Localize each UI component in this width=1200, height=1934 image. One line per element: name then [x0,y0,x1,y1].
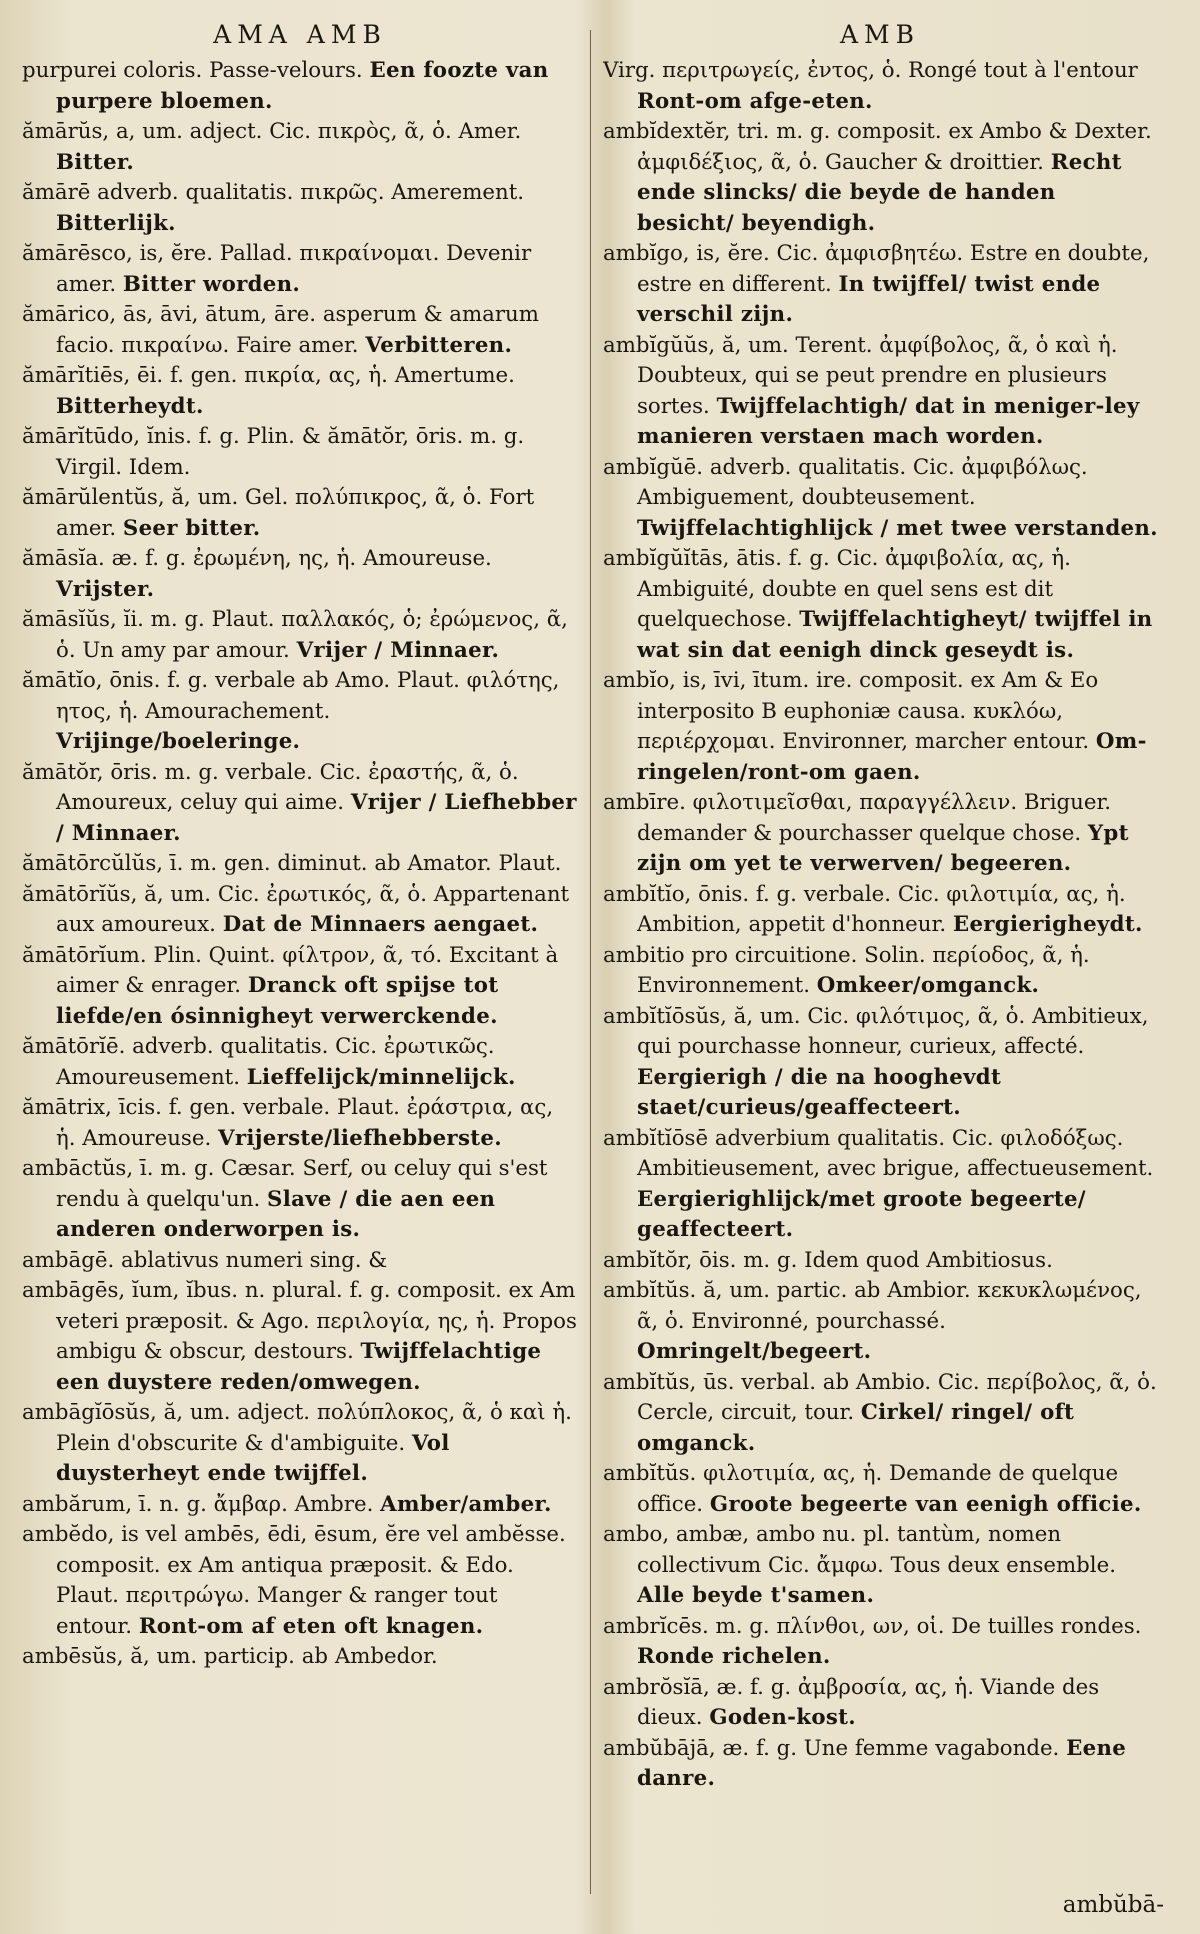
entry-latin-text: ambărum, ī. n. g. ἄμβαρ. Ambre. [22,1491,374,1517]
entry-latin-text: ămātrix, īcis. f. gen. verbale. Plaut. ἐράστρια, ας, ἡ. Amoureuse. [22,1095,554,1151]
entry-latin-text: ămārĭtiēs, ēi. f. gen. πικρία, ας, ἡ. Amertume. [22,363,515,388]
entry-latin-text: ămātōrĭŭs, ă, um. Cic. ἐρωτικός, ᾶ, ὁ. Appartenant aux amoureux. [22,881,570,937]
entry-dutch-translation: Cirkel/ ringel/ oft omganck. [637,1400,1075,1456]
entry-dutch-translation: In twijffel/ twist ende verschil zijn. [637,271,1101,327]
entry-dutch-translation: Vrijster. [56,576,155,602]
entry-dutch-translation: Twijffelachtigheyt/ twijffel in wat sin dat eenigh dinck geseydt is. [637,607,1153,663]
entry-dutch-translation: Ypt zijn om yet te verwerven/ begeeren. [637,820,1129,876]
dictionary-entry [22,117,578,178]
entry-dutch-translation: Vol duysterheyt ende twijffel. [56,1430,450,1486]
entry-latin-text: ambīre. φιλοτιμεῖσθαι, παραγγέλλειν. Briguer. demander & pourchasser quelque chose. [603,790,1112,846]
dictionary-entry [22,1032,578,1093]
dictionary-entry [603,666,1159,788]
dictionary-entry [22,178,578,239]
dictionary-entry [22,56,578,117]
entry-dutch-translation: Slave / die aen een anderen onderworpen is. [56,1186,496,1242]
entry-latin-text: ambĭtĭōsē adverbium qualitatis. Cic. φιλοδόξως. Ambitieusement, avec brigue, affectueusement. [603,1125,1154,1181]
running-header-left: AMA AMB [213,20,387,49]
entry-latin-text: ambāgĭōsŭs, ă, um. adject. πολύπλοκος, ᾶ, ὁ καὶ ἡ. Plein d'obscurite & d'ambiguite. [22,1400,572,1456]
entry-latin-text: ămātōrĭē. adverb. qualitatis. Cic. ἐρωτικῶς. Amoureusement. [22,1034,495,1090]
catchword: ambŭbā- [1062,1892,1164,1918]
dictionary-entry [603,56,1159,117]
entry-dutch-translation: Twijffelachtighlijck / met twee verstanden. [637,515,1158,541]
dictionary-entry [603,117,1159,239]
dictionary-entry [603,1612,1159,1673]
column-divider [590,30,591,1894]
entry-dutch-translation: Goden-kost. [709,1705,856,1730]
dictionary-entry [22,941,578,1033]
entry-dutch-translation: Lieffelijck/minnelijck. [246,1064,516,1090]
entry-dutch-translation: Een foozte van purpere bloemen. [56,58,549,114]
dictionary-entry [603,788,1159,880]
entry-dutch-translation: Vrijer / Liefhebber / Minnaer. [56,790,577,846]
entry-latin-text: ămātōrcŭlŭs, ī. m. gen. diminut. ab Amator. Plaut. [22,851,562,876]
entry-latin-text: ambĭtŭs. ă, um. partic. ab Ambior. κεκυκλωμένος, ᾶ, ὁ. Environné, pourchassé. [603,1278,1142,1334]
entry-latin-text: ambĭgŭĭtās, ātis. f. g. Cic. ἀμφιβολία, ας, ἡ. Ambiguité, doubte en quel sens est dit quelquechose. [603,546,1071,632]
entry-latin-text: ămārē adverb. qualitatis. πικρῶς. Amerement. [22,180,525,205]
entry-latin-text: ambo, ambæ, ambo nu. pl. tantùm, nomen collectivum Cic. ἄμφω. Tous deux ensemble. [603,1522,1116,1578]
dictionary-entry [603,1368,1159,1460]
entry-latin-text: ămārŭlentŭs, ă, um. Gel. πολύπικρος, ᾶ, ὁ. Fort amer. [22,485,535,541]
entry-dutch-translation: Ront-om afge-eten. [637,88,873,114]
entry-dutch-translation: Verbitteren. [365,332,513,358]
entry-latin-text: ambĭgŭē. adverb. qualitatis. Cic. ἀμφιβόλως. Ambiguement, doubteusement. [603,454,1088,510]
dictionary-entry [22,1398,578,1490]
dictionary-entry [603,1673,1159,1734]
entry-latin-text: ambŭbājā, æ. f. g. Une femme vagabonde. [603,1735,1060,1761]
dictionary-entry [22,1520,578,1642]
entry-dutch-translation: Eene danre. [637,1735,1127,1791]
entry-latin-text: ambāgē. ablativus numeri sing. & [22,1247,388,1273]
dictionary-entry [603,1002,1159,1124]
entry-dutch-translation: Bitter. [56,149,135,175]
entry-latin-text: ambēsŭs, ă, um. particip. ab Ambedor. [22,1644,438,1669]
entry-latin-text: ambĭtĭōsŭs, ă, um. Cic. φιλότιμος, ᾶ, ὁ. Ambitieux, qui pourchasse honneur, curieux, affecté. [603,1003,1149,1059]
right-column [603,56,1159,1914]
entry-dutch-translation: Bitterheydt. [56,393,204,419]
dictionary-entry [603,1520,1159,1612]
entry-dutch-translation: Groote begeerte van eenigh officie. [709,1491,1142,1517]
entry-dutch-translation: Dranck oft spijse tot liefde/en ósinnigheyt verwerckende. [56,973,499,1029]
entry-dutch-translation: Dat de Minnaers aengaet. [222,912,539,937]
dictionary-entry [603,1459,1159,1520]
dictionary-entry [603,1246,1159,1277]
dictionary-entry [603,331,1159,453]
dictionary-entry [22,1154,578,1246]
dictionary-entry [22,605,578,666]
entry-dutch-translation: Om-ringelen/ront-om gaen. [637,729,1147,785]
entry-latin-text: ămātĭo, ōnis. f. g. verbale ab Amo. Plaut. φιλότης, ητος, ἡ. Amourachement. [22,668,560,724]
entry-latin-text: ambĕdo, is vel ambēs, ēdi, ēsum, ĕre vel ambĕsse. composit. ex Am antiqua præposit. & Edo. Plaut. περιτρώγω. Manger & ranger tout entour. [22,1522,566,1639]
entry-dutch-translation: Eergierigheydt. [952,912,1143,937]
dictionary-entry [603,1276,1159,1368]
entry-latin-text: ambĭo, is, īvi, ītum. ire. composit. ex Am & Eo interposito B euphoniæ causa. κυκλόω, περιέρχομαι. Environner, marcher entour. [603,668,1099,754]
dictionary-entry [22,1093,578,1154]
entry-dutch-translation: Alle beyde t'samen. [637,1583,875,1608]
entry-dutch-translation: Eergierighlijck/met groote begeerte/ geaffecteert. [637,1186,1086,1242]
dictionary-entry [22,239,578,300]
entry-latin-text: ambāctŭs, ī. m. g. Cæsar. Serf, ou celuy qui s'est rendu à quelqu'un. [22,1156,548,1212]
entry-latin-text: ambĭdextĕr, tri. m. g. composit. ex Ambo & Dexter. ἀμφιδέξιος, ᾶ, ὁ. Gaucher & droittier. [603,119,1152,175]
entry-dutch-translation: Ront-om af eten oft knagen. [138,1613,484,1639]
dictionary-entry [22,483,578,544]
entry-latin-text: ambāgēs, ĭum, ĭbus. n. plural. f. g. composit. ex Am veteri præposit. & Ago. περιλογία, ης, ἡ. Propos ambigu & obscur, destours. [22,1278,577,1364]
dictionary-entry [603,941,1159,1002]
dictionary-entry [603,1734,1159,1795]
entry-latin-text: ambitio pro circuitione. Solin. περίοδος, ᾶ, ἡ. Environnement. [603,942,1090,998]
entry-latin-text: purpurei coloris. Passe-velours. [22,58,363,83]
entry-dutch-translation: Eergierigh / die na hooghevdt staet/curieus/geaffecteert. [637,1064,1002,1120]
dictionary-entry [22,361,578,422]
dictionary-entry [22,1642,578,1673]
entry-latin-text: ambĭtŭs. φιλοτιμία, ας, ἡ. Demande de quelque office. [603,1461,1119,1517]
entry-latin-text: ambĭgŭŭs, ă, um. Terent. ἀμφίβολος, ᾶ, ὁ καὶ ἡ. Doubteux, qui se peut prendre en plusieurs sortes. [603,332,1118,419]
entry-latin-text: ambĭtĭo, ōnis. f. g. verbale. Cic. φιλοτιμία, ας, ἡ. Ambition, appetit d'honneur. [603,881,1126,937]
entry-latin-text: ambĭgo, is, ĕre. Cic. ἀμφισβητέω. Estre en doubte, estre en different. [603,241,1150,297]
entry-dutch-translation: Vrijerste/liefhebberste. [218,1125,502,1151]
dictionary-entry [603,544,1159,666]
entry-dutch-translation: Recht ende slincks/ die beyde de handen besicht/ beyendigh. [637,149,1122,236]
entry-dutch-translation: Seer bitter. [122,515,261,541]
entry-latin-text: ămāsĭŭs, ĭi. m. g. Plaut. παλλακός, ὁ; ἐρώμενος, ᾶ, ὁ. Un amy par amour. [22,607,568,663]
running-header-right: AMB [839,20,921,49]
dictionary-entry [22,758,578,850]
entry-latin-text: ambrĭcēs. m. g. πλίνθοι, ων, οἱ. De tuilles rondes. [603,1613,1142,1639]
dictionary-entry [22,1276,578,1398]
entry-dutch-translation: Amber/amber. [380,1491,552,1517]
entry-latin-text: ambĭtŏr, ōis. m. g. Idem quod Ambitiosus. [603,1247,1053,1273]
left-column [22,56,578,1914]
dictionary-entry [603,453,1159,545]
entry-dutch-translation: Ronde richelen. [637,1644,831,1669]
entry-latin-text: ambĭtŭs, ūs. verbal. ab Ambio. Cic. περίβολος, ᾶ, ὁ. Cercle, circuit, tour. [603,1369,1157,1425]
entry-latin-text: ămātŏr, ōris. m. g. verbale. Cic. ἐραστής, ᾶ, ὁ. Amoureux, celuy qui aime. [22,759,519,815]
dictionary-entry [22,1246,578,1277]
dictionary-entry [603,880,1159,941]
entry-dutch-translation: Twijffelachtigh/ dat in meniger-ley manieren verstaen mach worden. [637,393,1140,449]
dictionary-entry [603,1124,1159,1246]
entry-latin-text: ămāsĭa. æ. f. g. ἐρωμένη, ης, ἡ. Amoureuse. [22,546,492,571]
entry-dutch-translation: Bitterlijk. [56,210,176,236]
entry-latin-text: ămārico, ās, āvi, ātum, āre. asperum & amarum facio. πικραίνω. Faire amer. [22,302,539,358]
dictionary-entry [22,880,578,941]
dictionary-entry [22,544,578,605]
dictionary-entry [22,422,578,483]
entry-latin-text: ambrŏsĭā, æ. f. g. ἀμβροσία, ας, ἡ. Viande des dieux. [603,1674,1100,1730]
dictionary-entry [22,1490,578,1521]
dictionary-entry [22,300,578,361]
entry-dutch-translation: Vrijinge/boeleringe. [56,729,301,754]
entry-latin-text: ămārŭs, a, um. adject. Cic. πικρὸς, ᾶ, ὁ. Amer. [22,119,522,144]
entry-dutch-translation: Vrijer / Minnaer. [296,637,500,663]
entry-dutch-translation: Twijffelachtige een duystere reden/omwegen. [56,1339,542,1395]
dictionary-entry [603,239,1159,331]
entry-dutch-translation: Bitter worden. [122,271,301,297]
dictionary-entry [22,666,578,758]
entry-latin-text: ămātōrĭum. Plin. Quint. φίλτρον, ᾶ, τό. Excitant à aimer & enrager. [22,942,559,998]
entry-latin-text: Virg. περιτρωγείς, ἐντος, ὁ. Rongé tout à l'entour [603,58,1138,83]
entry-latin-text: ămārēsco, is, ĕre. Pallad. πικραίνομαι. Devenir amer. [22,241,532,297]
dictionary-entry [22,849,578,880]
entry-dutch-translation: Omringelt/begeert. [637,1339,872,1364]
entry-dutch-translation: Omkeer/omganck. [816,973,1040,998]
entry-latin-text: ămārĭtūdo, ĭnis. f. g. Plin. & ămātŏr, ōris. m. g. Virgil. Idem. [22,424,525,480]
